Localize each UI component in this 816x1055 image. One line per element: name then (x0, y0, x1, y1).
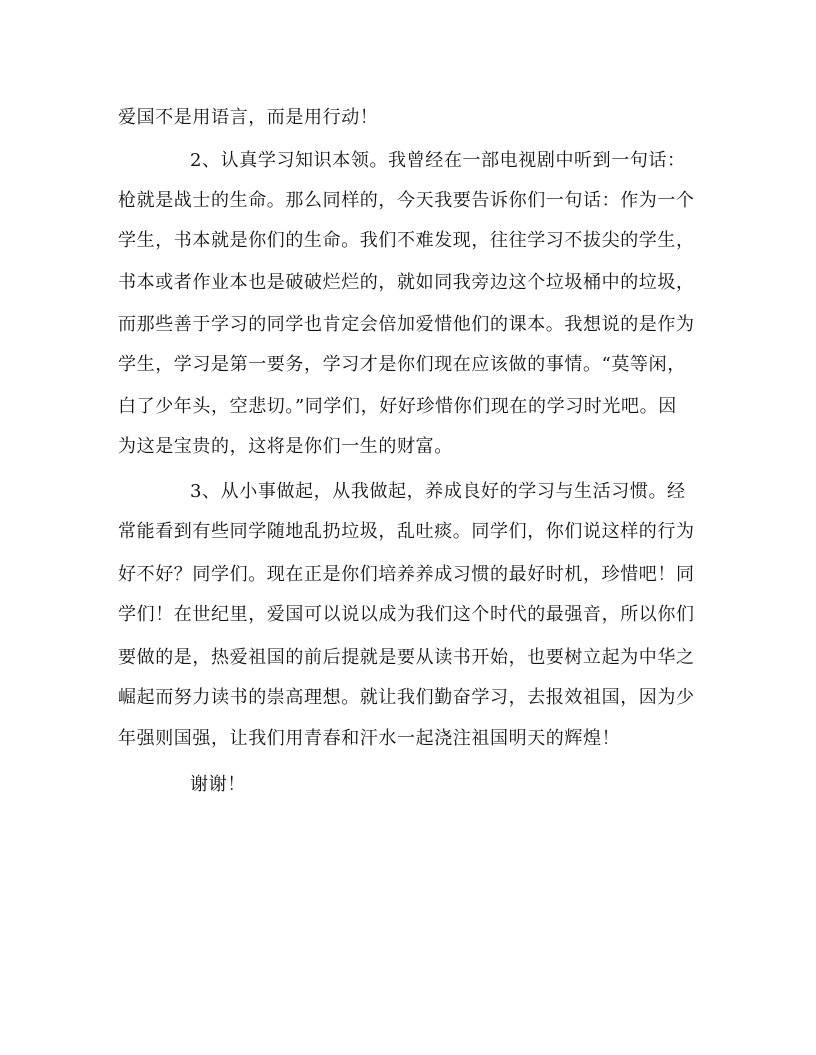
closing-text: 谢谢！ (190, 774, 246, 795)
text-line: 白了少年头，空悲切。”同学们，好好珍惜你们现在的学习时光吧。因 (118, 396, 677, 417)
text-line: 崛起而努力读书的崇高理想。就让我们勤奋学习，去报效祖国，因为少 (118, 687, 695, 708)
text-line: 而那些善于学习的同学也肯定会倍加爱惜他们的课本。我想说的是作为 (118, 314, 695, 335)
text-line: 2、认真学习知识本领。我曾经在一部电视剧中听到一句话： (190, 150, 686, 171)
text-line: 常能看到有些同学随地乱扔垃圾，乱吐痰。同学们，你们说这样的行为 (118, 521, 695, 542)
text-line: 书本或者作业本也是破破烂烂的，就如同我旁边这个垃圾桶中的垃圾， (118, 272, 695, 293)
text-line: 学们！在世纪里，爱国可以说以成为我们这个时代的最强音，所以你们 (118, 604, 695, 625)
text-line: 3、从小事做起，从我做起，养成良好的学习与生活习惯。经 (190, 481, 686, 502)
text-line: 爱国不是用语言，而是用行动！ (118, 107, 379, 128)
text-line: 学生，学习是第一要务，学习才是你们现在应该做的事情。“莫等闲， (118, 354, 686, 375)
text-line: 好不好？同学们。现在正是你们培养养成习惯的最好时机，珍惜吧！同 (118, 564, 695, 585)
text-line: 学生，书本就是你们的生命。我们不难发现，往往学习不拔尖的学生， (118, 230, 695, 251)
text-line: 为这是宝贵的，这将是你们一生的财富。 (118, 436, 453, 457)
text-line: 要做的是，热爱祖国的前后提就是要从读书开始，也要树立起为中华之 (118, 647, 695, 668)
text-line: 枪就是战士的生命。那么同样的，今天我要告诉你们一句话：作为一个 (118, 190, 695, 211)
text-line: 年强则国强，让我们用青春和汗水一起浇注祖国明天的辉煌！ (118, 728, 621, 749)
